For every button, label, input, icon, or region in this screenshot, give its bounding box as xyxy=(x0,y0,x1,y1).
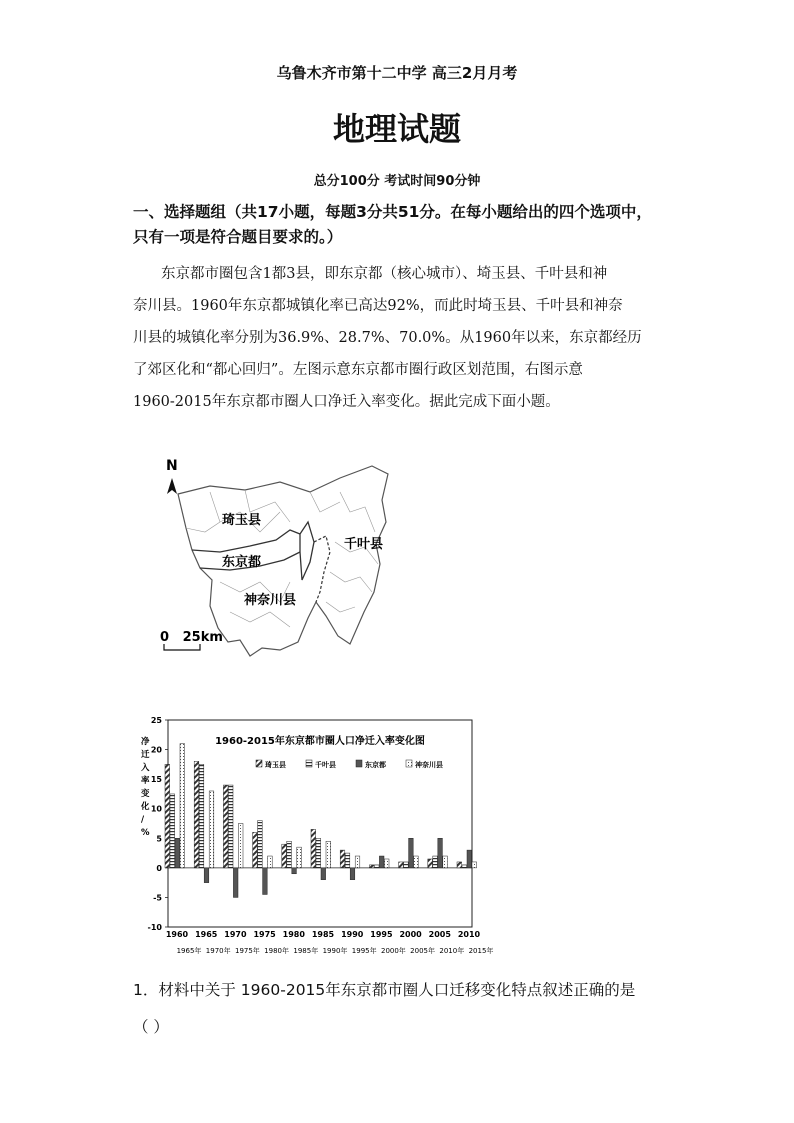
y-tick-label: 10 xyxy=(150,804,162,814)
question-1: 1．材料中关于 1960-2015年东京都市圈人口迁移变化特点叙述正确的是 xyxy=(133,981,636,999)
x-tick-label-top: 1980 xyxy=(282,930,305,939)
bar-神奈川县 xyxy=(297,847,302,868)
bar-神奈川县 xyxy=(472,862,477,868)
label-saitama: 琦玉县 xyxy=(222,513,262,528)
bar-东京都 xyxy=(292,868,297,874)
ylabel-char: 率 xyxy=(141,776,150,786)
bar-东京都 xyxy=(321,868,326,880)
bar-琦玉县 xyxy=(223,785,228,868)
x-tick-label-bottom: 2010年 xyxy=(439,947,465,955)
legend-swatch xyxy=(256,760,262,767)
x-tick-label-top: 1970 xyxy=(224,930,247,939)
bar-千叶县 xyxy=(287,841,292,868)
x-tick-label-top: 1985 xyxy=(311,930,335,939)
section-heading xyxy=(133,200,673,250)
bar-千叶县 xyxy=(433,856,438,868)
x-tick-label-bottom: 1980年 xyxy=(264,947,290,955)
bar-东京都 xyxy=(409,838,414,868)
chart-x-ticks xyxy=(166,930,494,955)
bar-琦玉县 xyxy=(369,865,374,868)
bar-琦玉县 xyxy=(340,850,345,868)
material-paragraph xyxy=(133,258,673,418)
bar-琦玉县 xyxy=(311,829,316,867)
x-tick-label-bottom: 2000年 xyxy=(380,947,406,955)
bar-东京都 xyxy=(467,850,472,868)
bar-千叶县 xyxy=(170,794,175,868)
x-tick-label-bottom: 1965年 xyxy=(176,947,202,955)
bar-琦玉县 xyxy=(399,862,404,868)
bar-神奈川县 xyxy=(238,824,243,868)
x-tick-label-top: 1990 xyxy=(341,930,364,939)
bar-千叶县 xyxy=(258,821,263,868)
ylabel-char: / xyxy=(141,815,145,825)
chart-ylabel xyxy=(140,736,150,838)
x-tick-label-bottom: 2015年 xyxy=(468,947,494,955)
exam-meta: 总分100分 考试时间90分钟 xyxy=(313,174,481,189)
x-tick-label-bottom: 1970年 xyxy=(205,947,231,955)
y-tick-label: 0 xyxy=(156,863,162,873)
legend-swatch xyxy=(406,760,412,767)
scale-label: 0 25km xyxy=(160,630,223,645)
bar-东京都 xyxy=(204,868,209,883)
bar-东京都 xyxy=(263,868,268,895)
x-tick-label-bottom: 1990年 xyxy=(322,947,348,955)
bar-琦玉县 xyxy=(428,859,433,868)
legend-swatch xyxy=(306,760,312,767)
y-tick-label: 25 xyxy=(150,716,162,725)
bar-琦玉县 xyxy=(282,844,287,868)
bar-神奈川县 xyxy=(209,791,214,868)
bar-东京都 xyxy=(175,838,180,868)
bar-千叶县 xyxy=(404,862,409,868)
migration-chart xyxy=(138,714,494,959)
bar-神奈川县 xyxy=(384,859,389,868)
ylabel-char: 变 xyxy=(141,789,150,799)
material-line: 了郊区化和“都心回归”。左图示意东京都市圈行政区划范围，右图示意 xyxy=(133,362,583,378)
bar-千叶县 xyxy=(199,764,204,868)
material-line: 奈川县。1960年东京都城镇化率已高达92%，而此时埼玉县、千叶县和神奈 xyxy=(133,298,623,314)
x-tick-label-top: 1995 xyxy=(370,930,393,939)
bar-东京都 xyxy=(379,856,384,868)
x-tick-label-top: 2010 xyxy=(457,930,481,939)
bar-琦玉县 xyxy=(457,862,462,868)
section-heading-line: 一、选择题组（共17小题，每题3分共51分。在每小题给出的四个选项中， xyxy=(133,203,652,221)
legend-label: 琦玉县 xyxy=(265,761,286,769)
legend-label: 东京都 xyxy=(365,761,386,769)
label-kanagawa: 神奈川县 xyxy=(244,593,297,608)
x-tick-label-top: 1965 xyxy=(195,930,218,939)
bar-千叶县 xyxy=(345,853,350,868)
bar-琦玉县 xyxy=(194,761,199,867)
x-tick-label-top: 2000 xyxy=(399,930,422,939)
label-chiba: 千叶县 xyxy=(344,537,384,552)
school-header: 乌鲁木齐市第十二中学 高三2月月考 xyxy=(276,64,518,82)
north-arrow xyxy=(166,458,178,494)
bar-琦玉县 xyxy=(253,832,258,867)
x-tick-label-top: 2005 xyxy=(428,930,451,939)
ylabel-char: 迁 xyxy=(141,750,150,760)
bar-东京都 xyxy=(233,868,238,898)
x-tick-label-bottom: 2005年 xyxy=(410,947,436,955)
region-outline xyxy=(178,466,388,656)
section-heading-line: 只有一项是符合题目要求的。） xyxy=(133,228,343,246)
page-title: 地理试题 xyxy=(332,110,461,148)
material-line: 1960-2015年东京都市圈人口净迁入率变化。据此完成下面小题。 xyxy=(133,394,560,410)
x-tick-label-top: 1975 xyxy=(253,930,276,939)
legend-label: 神奈川县 xyxy=(415,761,443,769)
ylabel-char: 入 xyxy=(141,763,150,773)
scale-bar xyxy=(160,630,223,650)
ylabel-char: % xyxy=(141,828,150,838)
bar-千叶县 xyxy=(462,865,467,868)
bar-千叶县 xyxy=(228,785,233,868)
bar-神奈川县 xyxy=(355,856,360,868)
bar-千叶县 xyxy=(316,838,321,868)
legend-swatch xyxy=(356,760,362,767)
tokyo-metro-map xyxy=(150,452,410,662)
y-tick-label: -5 xyxy=(153,893,162,903)
legend-label: 千叶县 xyxy=(315,761,336,769)
label-tokyo: 东京都 xyxy=(222,555,262,570)
bar-神奈川县 xyxy=(180,744,185,868)
bar-神奈川县 xyxy=(268,856,273,868)
y-tick-label: 5 xyxy=(156,834,162,844)
x-tick-label-bottom: 1985年 xyxy=(293,947,319,955)
north-label: N xyxy=(166,458,178,474)
y-tick-label: -10 xyxy=(147,923,162,932)
y-tick-label: 20 xyxy=(150,745,162,755)
ylabel-char: 净 xyxy=(141,737,150,747)
bar-东京都 xyxy=(438,838,443,868)
chart-title: 1960-2015年东京都市圈人口净迁入率变化图 xyxy=(215,736,425,747)
ylabel-char: 化 xyxy=(141,802,150,812)
x-tick-label-bottom: 1975年 xyxy=(234,947,260,955)
north-arrow-icon xyxy=(167,478,177,494)
x-tick-label-top: 1960 xyxy=(165,930,189,939)
answer-blank: （ ） xyxy=(133,1018,169,1036)
material-line: 东京都市圈包含1都3县，即东京都（核心城市）、埼玉县、千叶县和神 xyxy=(161,266,608,282)
x-tick-label-bottom: 1995年 xyxy=(351,947,377,955)
y-tick-label: 15 xyxy=(150,775,162,785)
material-line: 川县的城镇化率分别为36.9%、28.7%、70.0%。从1960年以来，东京都经历 xyxy=(133,330,642,346)
bar-神奈川县 xyxy=(414,856,419,868)
bar-千叶县 xyxy=(374,865,379,868)
bar-琦玉县 xyxy=(165,764,170,868)
bar-东京都 xyxy=(350,868,355,880)
bar-神奈川县 xyxy=(443,856,448,868)
bar-神奈川县 xyxy=(326,841,331,868)
